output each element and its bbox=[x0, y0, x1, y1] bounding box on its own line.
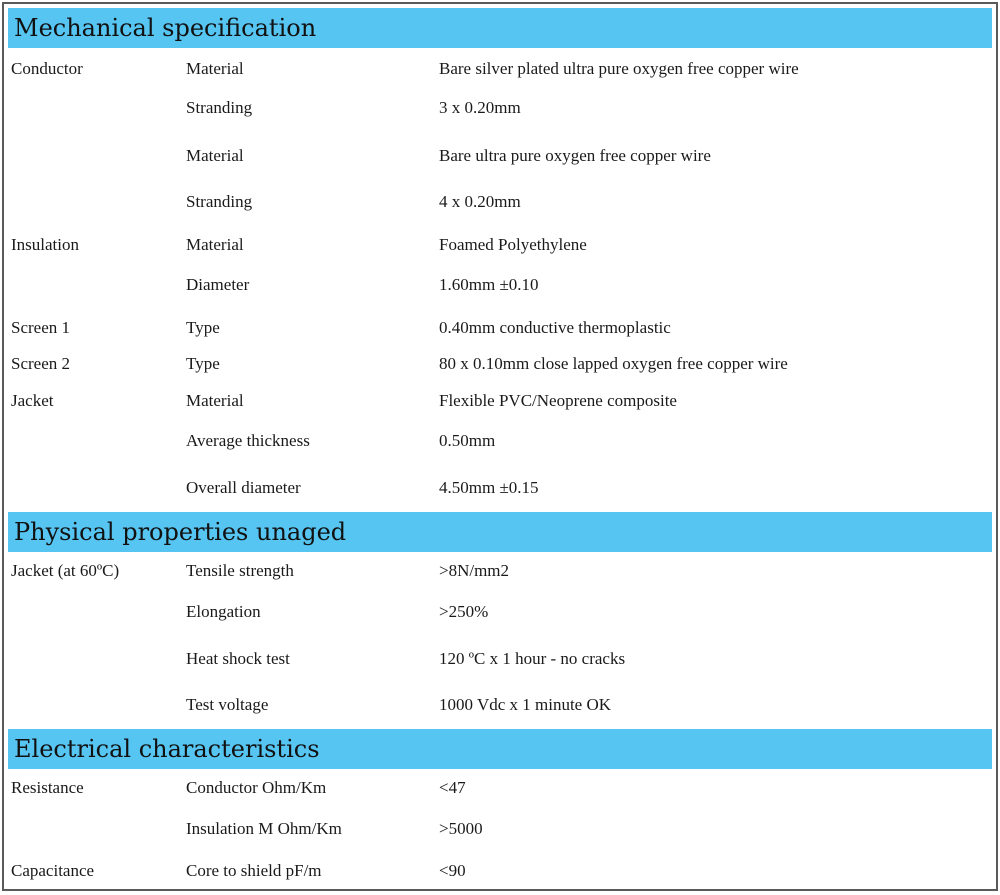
group-label: Resistance bbox=[11, 778, 84, 797]
property-value: Foamed Polyethylene bbox=[439, 235, 587, 254]
table-row bbox=[4, 817, 996, 841]
spec-sheet bbox=[2, 2, 998, 891]
property-label: Test voltage bbox=[186, 695, 269, 714]
property-value: >8N/mm2 bbox=[439, 561, 510, 580]
table-row bbox=[4, 776, 996, 800]
property-value: 1.60mm ±0.10 bbox=[439, 275, 539, 294]
group-label: Insulation bbox=[11, 235, 79, 254]
section-header-mechanical: Mechanical specification bbox=[8, 8, 992, 48]
table-row bbox=[4, 859, 996, 883]
property-label: Tensile strength bbox=[186, 561, 294, 580]
table-row bbox=[4, 273, 996, 297]
property-value: 3 x 0.20mm bbox=[439, 98, 521, 117]
section-header-electrical: Electrical characteristics bbox=[8, 729, 992, 769]
table-row bbox=[4, 389, 996, 413]
table-row bbox=[4, 559, 996, 583]
property-value: >250% bbox=[439, 602, 489, 621]
property-label: Insulation M Ohm/Km bbox=[186, 819, 342, 838]
property-label: Material bbox=[186, 235, 244, 254]
property-label: Material bbox=[186, 146, 244, 165]
property-value: 80 x 0.10mm close lapped oxygen free copper wire bbox=[439, 354, 788, 373]
property-label: Average thickness bbox=[186, 431, 310, 450]
property-label: Conductor Ohm/Km bbox=[186, 778, 327, 797]
property-value: 0.40mm conductive thermoplastic bbox=[439, 318, 671, 337]
property-label: Type bbox=[186, 354, 220, 373]
table-row bbox=[4, 647, 996, 671]
property-label: Type bbox=[186, 318, 220, 337]
table-row bbox=[4, 144, 996, 168]
property-value: 0.50mm bbox=[439, 431, 496, 450]
group-label: Conductor bbox=[11, 59, 83, 78]
group-label: Jacket (at 60ºC) bbox=[11, 561, 120, 580]
group-label: Jacket bbox=[11, 391, 54, 410]
group-label: Capacitance bbox=[11, 861, 95, 880]
property-value: Flexible PVC/Neoprene composite bbox=[439, 391, 677, 410]
property-label: Core to shield pF/m bbox=[186, 861, 322, 880]
property-value: <47 bbox=[439, 778, 466, 797]
property-value: 1000 Vdc x 1 minute OK bbox=[439, 695, 612, 714]
property-value: 4.50mm ±0.15 bbox=[439, 478, 539, 497]
property-label: Stranding bbox=[186, 98, 253, 117]
group-label: Screen 1 bbox=[11, 318, 71, 337]
property-value: Bare silver plated ultra pure oxygen free copper wire bbox=[439, 59, 799, 78]
property-label: Diameter bbox=[186, 275, 250, 294]
section-header-physical: Physical properties unaged bbox=[8, 512, 992, 552]
property-label: Stranding bbox=[186, 192, 253, 211]
property-value: <90 bbox=[439, 861, 466, 880]
property-label: Material bbox=[186, 391, 244, 410]
property-label: Elongation bbox=[186, 602, 261, 621]
property-label: Overall diameter bbox=[186, 478, 301, 497]
table-row bbox=[4, 316, 996, 340]
table-row bbox=[4, 693, 996, 717]
table-row bbox=[4, 476, 996, 500]
table-row bbox=[4, 190, 996, 214]
property-value: >5000 bbox=[439, 819, 483, 838]
property-value: 120 ºC x 1 hour - no cracks bbox=[439, 649, 626, 668]
table-row bbox=[4, 57, 996, 81]
property-label: Material bbox=[186, 59, 244, 78]
property-value: 4 x 0.20mm bbox=[439, 192, 521, 211]
property-label: Heat shock test bbox=[186, 649, 290, 668]
table-row bbox=[4, 96, 996, 120]
table-row bbox=[4, 233, 996, 257]
group-label: Screen 2 bbox=[11, 354, 71, 373]
property-value: Bare ultra pure oxygen free copper wire bbox=[439, 146, 711, 165]
table-row bbox=[4, 352, 996, 376]
table-row bbox=[4, 429, 996, 453]
table-row bbox=[4, 600, 996, 624]
